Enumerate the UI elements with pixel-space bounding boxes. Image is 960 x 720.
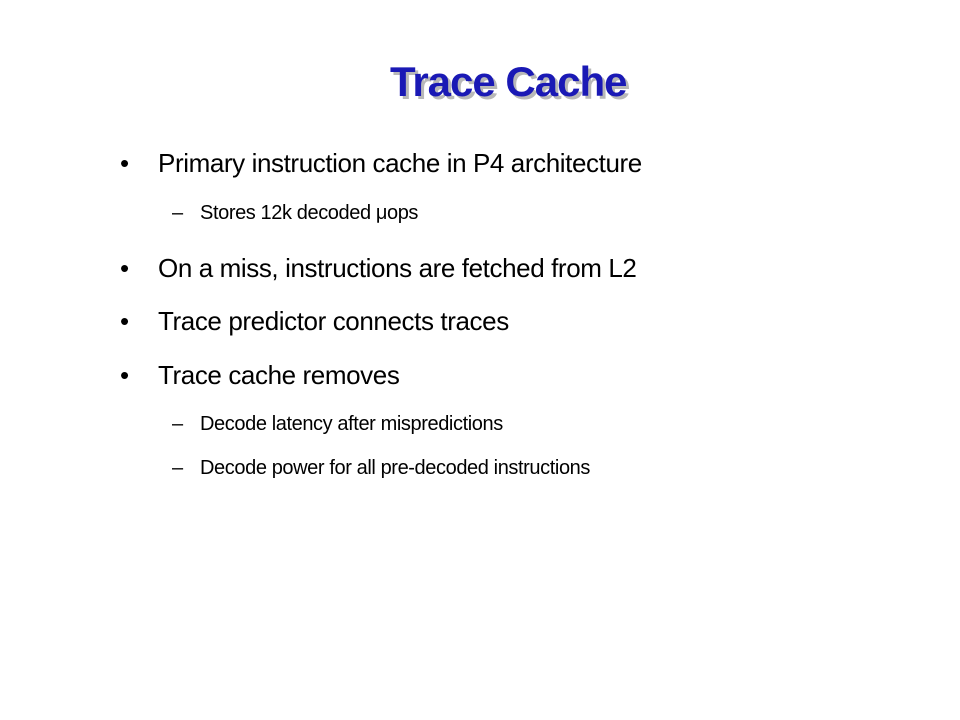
- dash-marker: –: [172, 202, 183, 224]
- bullet-marker: •: [120, 360, 129, 390]
- slide-title: Trace Cache: [390, 58, 627, 105]
- sub-bullet-text: Decode latency after mispredictions: [200, 413, 503, 435]
- bullet-text: Primary instruction cache in P4 architecture: [158, 148, 642, 178]
- bullet-text: Trace cache removes: [158, 360, 400, 390]
- bullet-text: On a miss, instructions are fetched from L2: [158, 253, 637, 283]
- sub-bullet-text: Decode power for all pre-decoded instructions: [200, 457, 590, 479]
- dash-marker: –: [172, 413, 183, 435]
- bullet-marker: •: [120, 306, 129, 336]
- sub-bullet-text: Stores 12k decoded μops: [200, 202, 419, 224]
- dash-marker: –: [172, 457, 183, 479]
- bullet-text: Trace predictor connects traces: [158, 306, 509, 336]
- bullet-marker: •: [120, 253, 129, 283]
- bullet-marker: •: [120, 148, 129, 178]
